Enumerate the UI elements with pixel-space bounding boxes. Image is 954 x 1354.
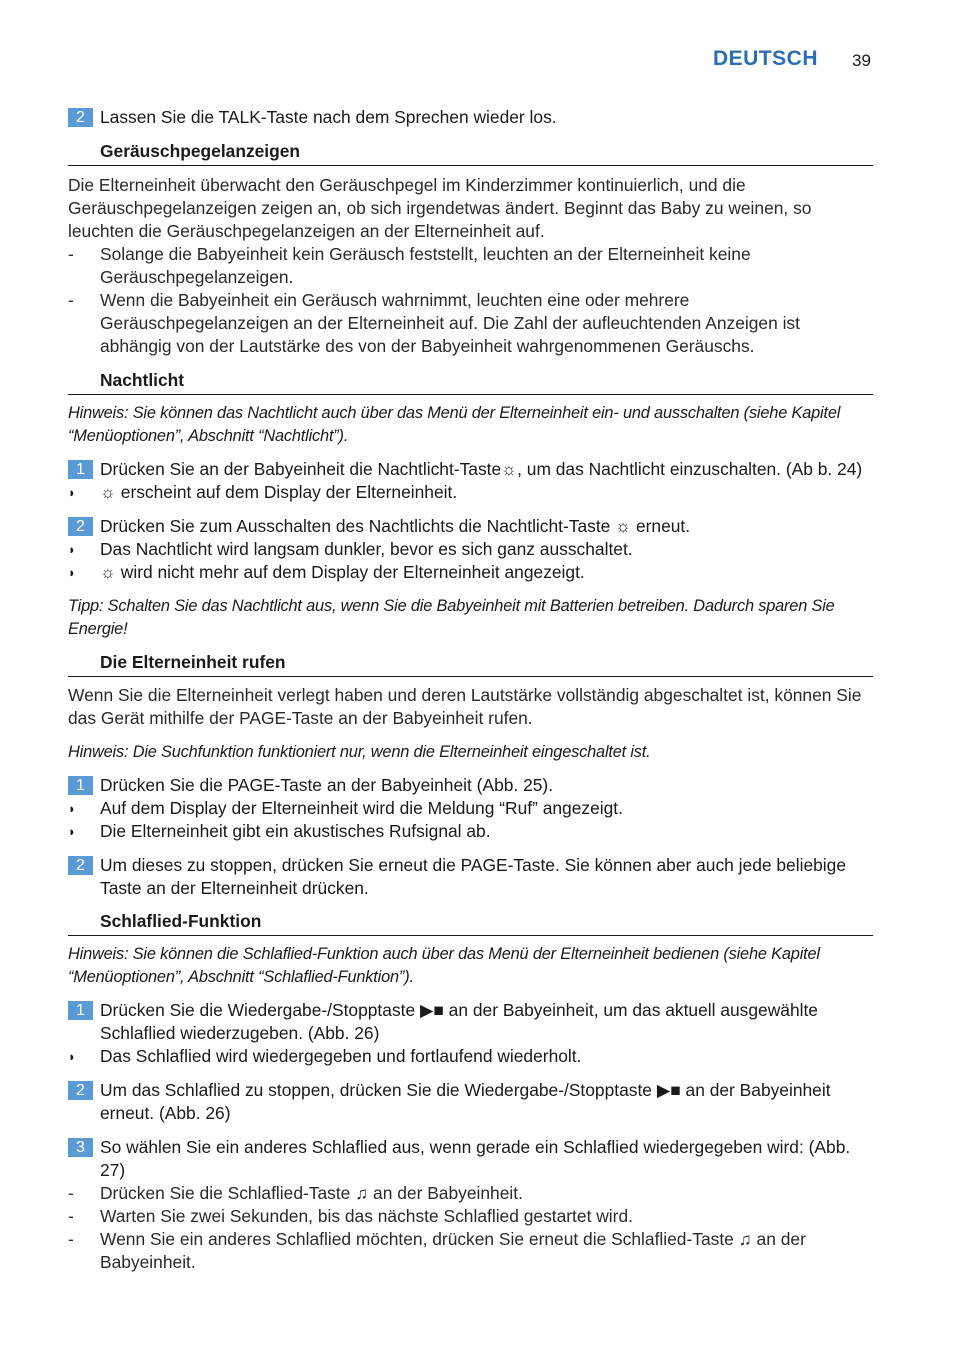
step <box>68 1079 873 1125</box>
note: Hinweis: Sie können das Nachtlicht auch über das Menü der Elterneinheit ein- und ausschalten (siehe Kapitel “Menüoptionen”, Abschnitt “Nachtlicht”). <box>68 404 841 445</box>
result-text: Das Nachtlicht wird langsam dunkler, bevor es sich ganz ausschaltet. <box>100 539 633 559</box>
tip: Tipp: Schalten Sie das Nachtlicht aus, wenn Sie die Babyeinheit mit Batterien betreiben. Dadurch sparen Sie Energie! <box>68 597 835 638</box>
dash-mark: - <box>68 1206 74 1226</box>
bullet-mark: ◗ <box>68 485 76 500</box>
step <box>68 854 873 900</box>
step-text: So wählen Sie ein anderes Schlaflied aus, wenn gerade ein Schlaflied wiedergegeben wird: (Abb. 27) <box>100 1137 851 1180</box>
step-text: Lassen Sie die TALK-Taste nach dem Sprechen wieder los. <box>100 107 557 127</box>
step-number: 2 <box>68 1081 93 1100</box>
result-text: Auf dem Display der Elterneinheit wird die Meldung “Ruf” angezeigt. <box>100 798 623 818</box>
dash-text: Solange die Babyeinheit kein Geräusch feststellt, leuchten an der Elterneinheit keine Geräuschpegelanzeigen. <box>100 244 751 287</box>
result-item <box>68 797 873 820</box>
result-item <box>68 481 873 504</box>
step-text: Um das Schlaflied zu stoppen, drücken Sie die Wiedergabe-/Stopptaste ▶■ an der Babyeinheit erneut. (Abb. 26) <box>100 1080 831 1123</box>
result-text: ☼ wird nicht mehr auf dem Display der Elterneinheit angezeigt. <box>100 562 585 582</box>
step <box>68 1136 873 1182</box>
dash-item <box>68 289 873 358</box>
bullet-mark: ◗ <box>68 824 76 839</box>
dash-mark: - <box>68 290 74 310</box>
result-item <box>68 561 873 584</box>
note: Hinweis: Sie können die Schlaflied-Funktion auch über das Menü der Elterneinheit bedienen (siehe Kapitel “Menüoptionen”, Abschnitt “Schlaflied-Funktion”). <box>68 945 820 986</box>
step-text: Um dieses zu stoppen, drücken Sie erneut die PAGE-Taste. Sie können aber auch jede beliebige Taste an der Elterneinheit drücken. <box>100 855 846 898</box>
step-number: 1 <box>68 776 93 795</box>
bullet-mark: ◗ <box>68 801 76 816</box>
dash-item <box>68 1182 873 1205</box>
dash-item <box>68 243 873 289</box>
dash-mark: - <box>68 1183 74 1203</box>
page-number: 39 <box>852 51 871 70</box>
header-language: DEUTSCH <box>713 47 819 70</box>
result-item <box>68 1045 873 1068</box>
dash-mark: - <box>68 1229 74 1249</box>
bullet-mark: ◗ <box>68 542 76 557</box>
step <box>68 458 873 481</box>
dash-text: Drücken Sie die Schlaflied-Taste ♫ an der Babyeinheit. <box>100 1183 523 1203</box>
step-text: Drücken Sie zum Ausschalten des Nachtlichts die Nachtlicht-Taste ☼ erneut. <box>100 516 691 536</box>
dash-item <box>68 1205 873 1228</box>
page-content <box>68 106 873 1274</box>
result-item <box>68 820 873 843</box>
section-heading-nightlight: Nachtlicht <box>68 369 873 395</box>
step-number: 1 <box>68 460 93 479</box>
dash-text: Wenn die Babyeinheit ein Geräusch wahrnimmt, leuchten eine oder mehrere Geräuschpegelanzeigen an der Elterneinheit auf. Die Zahl der aufleuchtenden Anzeigen ist abhängig von der Lautstärke des von der Babyeinheit wahrgenommenen Geräuschs. <box>100 290 800 356</box>
paragraph: Die Elterneinheit überwacht den Geräuschpegel im Kinderzimmer kontinuierlich, und die Geräuschpegelanzeigen zeigen an, ob sich irgendetwas ändert. Beginnt das Baby zu weinen, so leuchten die Geräuschpegelanzeigen an der Elterneinheit auf. <box>68 175 812 241</box>
dash-text: Warten Sie zwei Sekunden, bis das nächste Schlaflied gestartet wird. <box>100 1206 633 1226</box>
step <box>68 774 873 797</box>
dash-item <box>68 1228 873 1274</box>
step-number: 2 <box>68 108 93 127</box>
dash-text: Wenn Sie ein anderes Schlaflied möchten, drücken Sie erneut die Schlaflied-Taste ♫ an der Babyeinheit. <box>100 1229 806 1272</box>
section-heading-noise: Geräuschpegelanzeigen <box>68 140 873 166</box>
section-heading-lullaby: Schlaflied-Funktion <box>68 910 873 936</box>
dash-mark: - <box>68 244 74 264</box>
section-heading-paging: Die Elterneinheit rufen <box>68 651 873 677</box>
result-text: ☼ erscheint auf dem Display der Elterneinheit. <box>100 482 458 502</box>
step-number: 3 <box>68 1138 93 1157</box>
step-text: Drücken Sie an der Babyeinheit die Nachtlicht-Taste☼, um das Nachtlicht einzuschalten. (Ab b. 24) <box>100 459 863 479</box>
result-text: Das Schlaflied wird wiedergegeben und fortlaufend wiederholt. <box>100 1046 582 1066</box>
bullet-mark: ◗ <box>68 1049 76 1064</box>
step <box>68 106 873 129</box>
step-number: 1 <box>68 1001 93 1020</box>
bullet-mark: ◗ <box>68 565 76 580</box>
step-text: Drücken Sie die PAGE-Taste an der Babyeinheit (Abb. 25). <box>100 775 554 795</box>
result-text: Die Elterneinheit gibt ein akustisches Rufsignal ab. <box>100 821 491 841</box>
step-number: 2 <box>68 856 93 875</box>
step-text: Drücken Sie die Wiedergabe-/Stopptaste ▶■ an der Babyeinheit, um das aktuell ausgewählte Schlaflied wiederzugeben. (Abb. 26) <box>100 1000 818 1043</box>
step <box>68 515 873 538</box>
step-number: 2 <box>68 517 93 536</box>
note: Hinweis: Die Suchfunktion funktioniert nur, wenn die Elterneinheit eingeschaltet ist. <box>68 743 651 761</box>
result-item <box>68 538 873 561</box>
step <box>68 999 873 1045</box>
paragraph: Wenn Sie die Elterneinheit verlegt haben und deren Lautstärke vollständig abgeschaltet ist, können Sie das Gerät mithilfe der PAGE-Taste an der Babyeinheit rufen. <box>68 685 862 728</box>
